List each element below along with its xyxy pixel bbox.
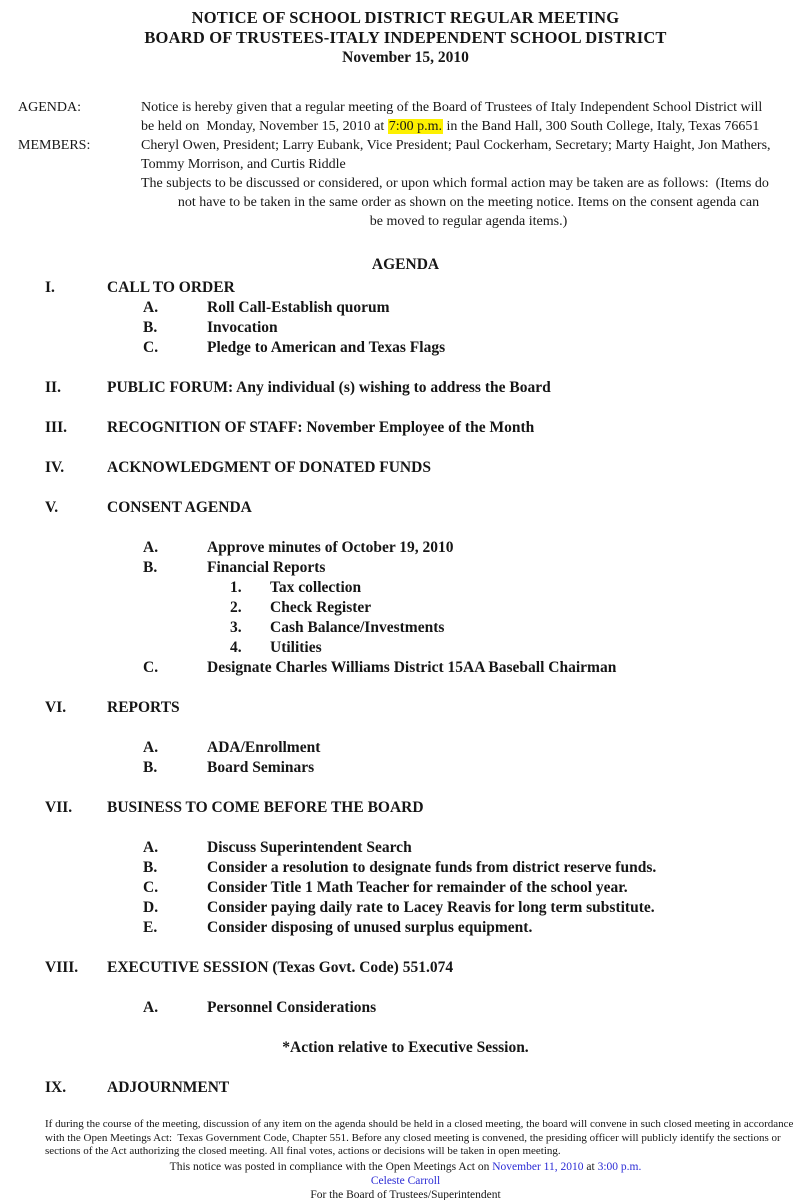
agenda-item-label: B. xyxy=(143,859,158,876)
agenda-item-label: A. xyxy=(143,999,159,1016)
agenda-section-heading xyxy=(0,458,811,478)
agenda-item-text: Roll Call-Establish quorum xyxy=(207,299,390,316)
agenda-label: AGENDA: xyxy=(18,100,81,115)
agenda-subitem-label: 3. xyxy=(230,619,242,636)
notice-line-2-prefix: be held on Monday, November 15, 2010 at xyxy=(141,119,388,134)
agenda-item-text: Invocation xyxy=(207,319,278,336)
section-title: CALL TO ORDER xyxy=(107,279,235,296)
section-title: BUSINESS TO COME BEFORE THE BOARD xyxy=(107,799,424,816)
agenda-item-label: C. xyxy=(143,339,159,356)
agenda-item-label: A. xyxy=(143,739,159,756)
agenda-item xyxy=(0,878,811,898)
agenda-item xyxy=(0,558,811,578)
agenda-item-label: B. xyxy=(143,759,158,776)
section-numeral: VIII. xyxy=(45,959,79,976)
agenda-item xyxy=(0,898,811,918)
agenda-item-label: B. xyxy=(143,319,158,336)
document-title-line1: NOTICE OF SCHOOL DISTRICT REGULAR MEETING xyxy=(191,8,620,27)
legal-notice xyxy=(45,1118,795,1159)
section-numeral: IX. xyxy=(45,1079,67,1096)
notice-line-4: Tommy Morrison, and Curtis Riddle xyxy=(141,157,346,172)
agenda-section-heading xyxy=(0,1078,811,1098)
agenda-item xyxy=(0,298,811,318)
agenda-item xyxy=(0,338,811,358)
section-title: CONSENT AGENDA xyxy=(107,499,252,516)
agenda-item-text: Consider Title 1 Math Teacher for remainder of the school year. xyxy=(207,879,628,896)
posted-notice-line xyxy=(0,1160,811,1175)
section-title: PUBLIC FORUM: Any individual (s) wishing to address the Board xyxy=(107,379,551,396)
notice-text xyxy=(141,98,796,231)
document-title-line2: BOARD OF TRUSTEES-ITALY INDEPENDENT SCHOOL DISTRICT xyxy=(144,28,667,47)
agenda-item-label: A. xyxy=(143,839,159,856)
section-items xyxy=(0,298,811,358)
section-numeral: V. xyxy=(45,499,59,516)
agenda-item-label: D. xyxy=(143,899,159,916)
section-title: RECOGNITION OF STAFF: November Employee of the Month xyxy=(107,419,535,436)
section-items xyxy=(0,538,811,678)
agenda-item-text: Consider disposing of unused surplus equipment. xyxy=(207,919,533,936)
agenda-item-text: Financial Reports xyxy=(207,559,326,576)
agenda-item-text: Pledge to American and Texas Flags xyxy=(207,339,446,356)
legal-line-3: sections of the Act authorizing the closed meeting. All final votes, actions or decisions will be taken in open meeting. xyxy=(45,1145,561,1157)
agenda-item xyxy=(0,858,811,878)
agenda-item-text: Discuss Superintendent Search xyxy=(207,839,412,856)
agenda-item-text: Designate Charles Williams District 15AA Baseball Chairman xyxy=(207,659,617,676)
agenda-item xyxy=(0,758,811,778)
document-date: November 15, 2010 xyxy=(342,49,469,66)
agenda-item-text: Personnel Considerations xyxy=(207,999,377,1016)
agenda-item-text: Approve minutes of October 19, 2010 xyxy=(207,539,454,556)
agenda-subitem xyxy=(0,638,811,658)
agenda-item xyxy=(0,538,811,558)
section-numeral: I. xyxy=(45,279,55,296)
notice-line-7: be moved to regular agenda items.) xyxy=(369,214,568,229)
notice-line-5: The subjects to be discussed or considered, or upon which formal action may be taken are as follows: (Items do xyxy=(141,176,769,191)
agenda-section xyxy=(0,1078,811,1098)
notice-block xyxy=(0,98,811,231)
agenda-item-label: C. xyxy=(143,659,159,676)
agenda-item xyxy=(0,838,811,858)
agenda-item xyxy=(0,998,811,1018)
executive-session-note: *Action relative to Executive Session. xyxy=(282,1039,529,1056)
agenda-section xyxy=(0,698,811,778)
notice-line-3: Cheryl Owen, President; Larry Eubank, Vice President; Paul Cockerham, Secretary; Marty Haight, Jon Mathers, xyxy=(141,138,771,153)
legal-line-2: with the Open Meetings Act: Texas Government Code, Chapter 551. Before any closed meeting is convened, the presiding officer will publicly identify the sections or xyxy=(45,1131,781,1144)
section-items xyxy=(0,998,811,1018)
posted-date: November 11, 2010 xyxy=(492,1160,584,1173)
agenda-item-text: Consider paying daily rate to Lacey Reavis for long term substitute. xyxy=(207,899,655,916)
agenda-item-label: A. xyxy=(143,299,159,316)
agenda-section-heading xyxy=(0,378,811,398)
agenda-section-heading xyxy=(0,498,811,518)
notice-line-6: not have to be taken in the same order as shown on the meeting notice. Items on the consent agenda can xyxy=(177,195,760,210)
section-title: ACKNOWLEDGMENT OF DONATED FUNDS xyxy=(107,459,431,476)
agenda-item xyxy=(0,738,811,758)
agenda-item xyxy=(0,318,811,338)
document-header xyxy=(0,0,811,68)
section-title: EXECUTIVE SESSION (Texas Govt. Code) 551.074 xyxy=(107,959,454,976)
agenda-subitem xyxy=(0,578,811,598)
section-title: ADJOURNMENT xyxy=(107,1079,230,1096)
posted-time: 3:00 p.m. xyxy=(597,1160,642,1173)
agenda-subitem-label: 2. xyxy=(230,599,242,616)
agenda-section-heading xyxy=(0,958,811,978)
agenda-heading: AGENDA xyxy=(371,256,440,273)
agenda-subitem-label: 1. xyxy=(230,579,242,596)
members-label: MEMBERS: xyxy=(18,138,91,153)
notice-line-2-suffix: in the Band Hall, 300 South College, Italy, Texas 76651 xyxy=(443,119,760,134)
agenda-subitem-text: Check Register xyxy=(270,599,372,616)
agenda-subitem-text: Cash Balance/Investments xyxy=(270,619,445,636)
section-items xyxy=(0,738,811,778)
posted-mid: at xyxy=(583,1160,598,1173)
notice-line-2 xyxy=(141,117,796,136)
agenda-section xyxy=(0,378,811,398)
section-numeral: IV. xyxy=(45,459,65,476)
section-numeral: II. xyxy=(45,379,61,396)
agenda-item-label: B. xyxy=(143,559,158,576)
agenda-item-label: C. xyxy=(143,879,159,896)
signer-name: Celeste Carroll xyxy=(370,1175,441,1187)
posted-prefix: This notice was posted in compliance with the Open Meetings Act on xyxy=(169,1160,493,1173)
agenda-section xyxy=(0,958,811,1058)
agenda-section xyxy=(0,458,811,478)
agenda-subitem-label: 4. xyxy=(230,639,242,656)
agenda-section-heading xyxy=(0,798,811,818)
agenda-subitem-text: Tax collection xyxy=(270,579,362,596)
agenda-section-heading xyxy=(0,698,811,718)
agenda-section xyxy=(0,498,811,678)
section-numeral: III. xyxy=(45,419,67,436)
agenda-section xyxy=(0,278,811,358)
section-numeral: VI. xyxy=(45,699,67,716)
section-numeral: VII. xyxy=(45,799,73,816)
agenda-item-text: Consider a resolution to designate funds from district reserve funds. xyxy=(207,859,657,876)
agenda-subitem xyxy=(0,598,811,618)
agenda-item-label: E. xyxy=(143,919,158,936)
section-title: REPORTS xyxy=(107,699,180,716)
agenda-item-text: Board Seminars xyxy=(207,759,315,776)
agenda-sections xyxy=(0,278,811,1098)
agenda-subitem xyxy=(0,618,811,638)
agenda-section-heading xyxy=(0,418,811,438)
agenda-item xyxy=(0,918,811,938)
agenda-item-text: ADA/Enrollment xyxy=(207,739,321,756)
highlighted-meeting-time: 7:00 p.m. xyxy=(388,119,443,134)
signer-role: For the Board of Trustees/Superintendent xyxy=(310,1189,501,1200)
notice-line-1: Notice is hereby given that a regular meeting of the Board of Trustees of Italy Independent School District will xyxy=(141,100,763,115)
legal-line-1: If during the course of the meeting, discussion of any item on the agenda should be held in a closed meeting, the board will convene in such closed meeting in accordance xyxy=(45,1118,794,1130)
agenda-subitem-text: Utilities xyxy=(270,639,322,656)
section-items xyxy=(0,838,811,938)
agenda-item xyxy=(0,658,811,678)
agenda-section xyxy=(0,418,811,438)
agenda-section xyxy=(0,798,811,938)
agenda-item-label: A. xyxy=(143,539,159,556)
agenda-section-heading xyxy=(0,278,811,298)
